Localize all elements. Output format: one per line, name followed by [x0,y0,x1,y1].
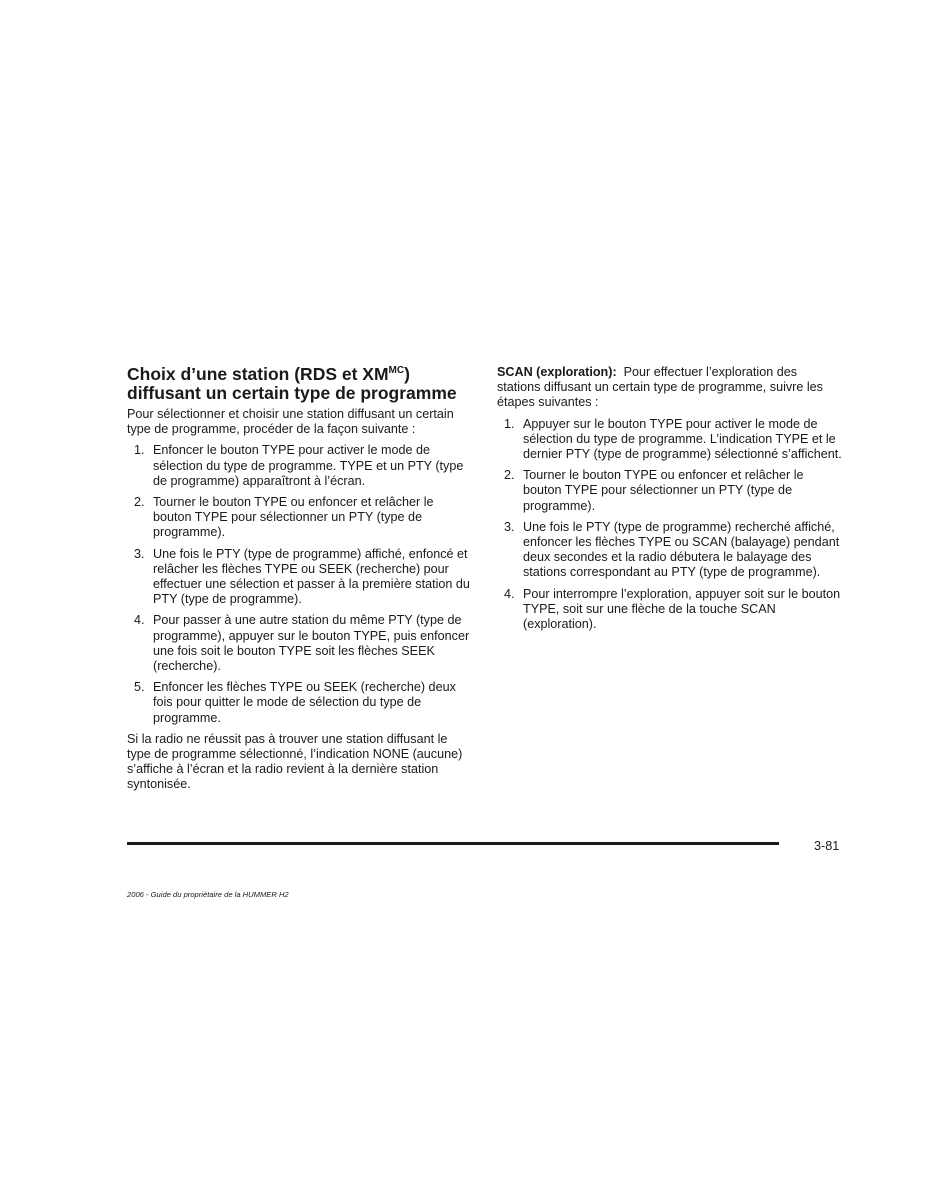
step-text: Tourner le bouton TYPE ou enfoncer et relâcher le bouton TYPE pour sélectionner un PTY (type de programme). [523,468,804,513]
step-number: 4. [134,613,145,628]
step-number: 1. [504,416,515,431]
step-number: 3. [134,546,145,561]
step-text: Une fois le PTY (type de programme) affiché, enfoncé et relâcher les flèches TYPE ou SEEK (recherche) pour effectuer une sélection et passer à la première station du PTY (type de programme). [153,546,470,607]
step-text: Enfoncer les flèches TYPE ou SEEK (recherche) deux fois pour quitter le mode de sélection du type de programme. [153,680,456,725]
scan-intro-paragraph [497,365,842,411]
list-item [127,680,472,726]
page-number: 3-81 [814,839,840,853]
list-item [497,468,842,514]
title-close: ) [404,364,410,384]
title-line-2: diffusant un certain type de programme [127,383,457,403]
right-column [497,365,842,638]
step-text: Appuyer sur le bouton TYPE pour activer le mode de sélection du type de programme. L’indication TYPE et le dernier PTY (type de programme) sélectionné s’affichent. [523,416,842,462]
step-text: Une fois le PTY (type de programme) recherché affiché, enfoncer les flèches TYPE ou SCAN (balayage) pendant deux secondes et la radio débutera le balayage des stations correspondant au PTY (type de programme). [523,519,840,580]
footer-text: 2006 - Guide du propriétaire de la HUMMER H2 [127,890,289,899]
intro-paragraph: Pour sélectionner et choisir une station diffusant un certain type de programme, procéder de la façon suivante : [127,407,454,437]
list-item [127,547,472,608]
step-text: Enfoncer le bouton TYPE pour activer le mode de sélection du type de programme. TYPE et un PTY (type de programme) apparaîtront à l’écran. [153,443,464,488]
step-number: 2. [504,468,515,483]
scan-label: SCAN (exploration): [497,365,617,379]
step-number: 3. [504,519,515,534]
step-text: Tourner le bouton TYPE ou enfoncer et relâcher le bouton TYPE pour sélectionner un PTY (type de programme). [153,495,434,540]
list-item [497,520,842,581]
step-number: 2. [134,495,145,510]
section-title [127,365,472,403]
step-text: Pour passer à une autre station du même PTY (type de programme), appuyer sur le bouton TYPE, puis enfoncer une fois soit le bouton TYPE soit les flèches SEEK (recherche). [153,613,470,674]
step-number: 1. [134,443,145,458]
title-main: Choix d’une station (RDS et XM [127,364,389,384]
list-item [127,495,472,541]
list-item [127,613,472,674]
list-item [497,587,842,633]
left-column [127,365,472,799]
step-number: 5. [134,680,145,695]
list-item [127,443,472,489]
step-number: 4. [504,586,515,601]
list-item [497,417,842,463]
right-steps-list [497,417,842,633]
left-steps-list [127,443,472,725]
title-superscript: MC [388,365,405,377]
closing-paragraph: Si la radio ne réussit pas à trouver une station diffusant le type de programme sélectionné, l’indication NONE (aucune) s’affiche à l’écran et la radio revient à la dernière station syntonisée. [127,731,463,792]
footer-divider [127,842,779,845]
step-text: Pour interrompre l’exploration, appuyer soit sur le bouton TYPE, soit sur une flèche de la touche SCAN (exploration). [523,586,841,632]
scan-intro-text: Pour effectuer l’exploration des stations diffusant un certain type de programme, suivre les étapes suivantes : [497,365,823,410]
